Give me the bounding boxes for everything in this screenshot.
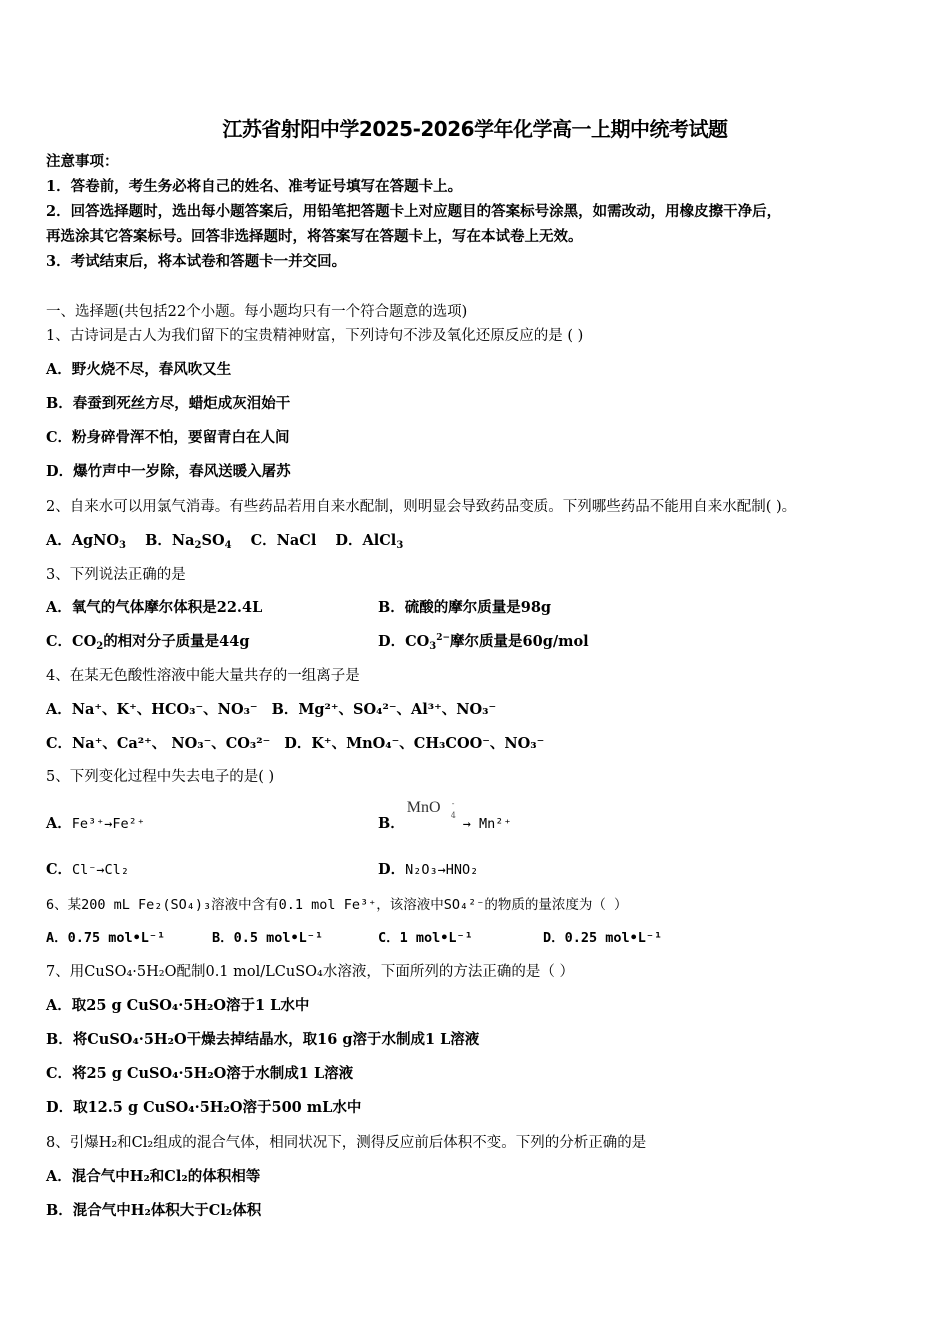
q2-option-c: C．NaCl <box>250 532 317 549</box>
q5-option-a: A．Fe³⁺→Fe²⁺ <box>46 815 145 832</box>
section-heading: 一、选择题(共包括22个小题。每小题均只有一个符合题意的选项) <box>46 304 468 320</box>
notice-item: 3．考试结束后，将本试卷和答题卡一并交回。 <box>46 253 347 270</box>
q4-option-b: B．Mg²⁺、SO₄²⁻、Al³⁺、NO₃⁻ <box>271 701 497 718</box>
q2-option-b: B．$Na_2SO_4$ <box>145 532 232 551</box>
q5-option-c: C．Cl⁻→Cl₂ <box>46 861 129 878</box>
q5-option-b: B． MnO - 4 → Mn²⁺ <box>378 799 512 832</box>
question-3-stem: 3、下列说法正确的是 <box>46 567 186 583</box>
q2-option-a: A．AgNO$_3$ <box>46 532 127 551</box>
q7-option-c: C．将25 g CuSO₄·5H₂O溶于水制成1 L溶液 <box>46 1065 354 1082</box>
q3-option-a: A．氧气的气体摩尔体积是22.4L <box>46 599 263 616</box>
q3-option-c: C．$CO_2$的相对分子质量是44g <box>46 633 250 652</box>
q4-options-cd <box>46 734 544 754</box>
q4-option-a: A．Na⁺、K⁺、HCO₃⁻、NO₃⁻ <box>46 701 258 718</box>
question-1-stem: 1、古诗词是古人为我们留下的宝贵精神财富，下列诗句不涉及氧化还原反应的是 ( ) <box>46 328 584 344</box>
q6-option-b: B．0.5 mol•L⁻¹ <box>212 930 324 946</box>
notice-heading: 注意事项： <box>46 153 119 170</box>
q1-option-b: B．春蚕到死丝方尽，蜡炬成灰泪始干 <box>46 395 291 412</box>
notice-item: 1．答卷前，考生务必将自己的姓名、准考证号填写在答题卡上。 <box>46 178 463 195</box>
question-8-stem: 8、引爆H₂和Cl₂组成的混合气体，相同状况下，测得反应前后体积不变。下列的分析正确的是 <box>46 1135 647 1151</box>
question-2-stem: 2、自来水可以用氯气消毒。有些药品若用自来水配制，则明显会导致药品变质。下列哪些药品不能用自来水配制( )。 <box>46 499 797 515</box>
q7-option-d: D．取12.5 g CuSO₄·5H₂O溶于500 mL水中 <box>46 1099 362 1116</box>
q8-option-a: A．混合气中H₂和Cl₂的体积相等 <box>46 1168 261 1185</box>
question-5-stem: 5、下列变化过程中失去电子的是( ) <box>46 769 275 785</box>
question-4-stem: 4、在某无色酸性溶液中能大量共存的一组离子是 <box>46 668 360 684</box>
question-6-stem: 6、某200 mL Fe₂(SO₄)₃溶液中含有0.1 mol Fe³⁺，该溶液中SO₄²⁻的物质的量浓度为（ ） <box>46 897 628 913</box>
q3-option-d: D．$CO_3^{2-}$摩尔质量是60g/mol <box>378 633 589 652</box>
q7-option-b: B．将CuSO₄·5H₂O干燥去掉结晶水，取16 g溶于水制成1 L溶液 <box>46 1031 480 1048</box>
q3-option-b: B．硫酸的摩尔质量是98g <box>378 599 552 616</box>
q1-option-c: C．粉身碎骨浑不怕，要留青白在人间 <box>46 429 290 446</box>
question-7-stem: 7、用CuSO₄·5H₂O配制0.1 mol/LCuSO₄水溶液，下面所列的方法正确的是（ ） <box>46 964 574 980</box>
q5-option-d: D．N₂O₃→HNO₂ <box>378 861 479 878</box>
page-title: 江苏省射阳中学2025-2026学年化学高一上期中统考试题 <box>222 117 728 141</box>
notice-item: 再选涂其它答案标号。回答非选择题时，将答案写在答题卡上，写在本试卷上无效。 <box>46 228 583 245</box>
q1-option-a: A．野火烧不尽，春风吹又生 <box>46 361 232 378</box>
q4-options-ab <box>46 700 496 720</box>
q2-options <box>46 531 403 551</box>
q2-option-d: D．AlCl$_3$ <box>335 532 404 551</box>
q8-option-b: B．混合气中H₂体积大于Cl₂体积 <box>46 1202 262 1219</box>
q4-option-d: D．K⁺、MnO₄⁻、CH₃COO⁻、NO₃⁻ <box>284 735 545 752</box>
permanganate-formula: MnO - 4 <box>406 799 456 820</box>
q6-option-a: A．0.75 mol•L⁻¹ <box>46 930 166 946</box>
q6-option-d: D．0.25 mol•L⁻¹ <box>543 930 663 946</box>
q1-option-d: D．爆竹声中一岁除，春风送暖入屠苏 <box>46 463 291 480</box>
q4-option-c: C．Na⁺、Ca²⁺、 NO₃⁻、CO₃²⁻ <box>46 735 271 752</box>
q7-option-a: A．取25 g CuSO₄·5H₂O溶于1 L水中 <box>46 997 310 1014</box>
notice-item: 2．回答选择题时，选出每小题答案后，用铅笔把答题卡上对应题目的答案标号涂黑，如需改动，用橡皮擦干净后， <box>46 203 782 220</box>
q6-option-c: C．1 mol•L⁻¹ <box>378 930 473 946</box>
